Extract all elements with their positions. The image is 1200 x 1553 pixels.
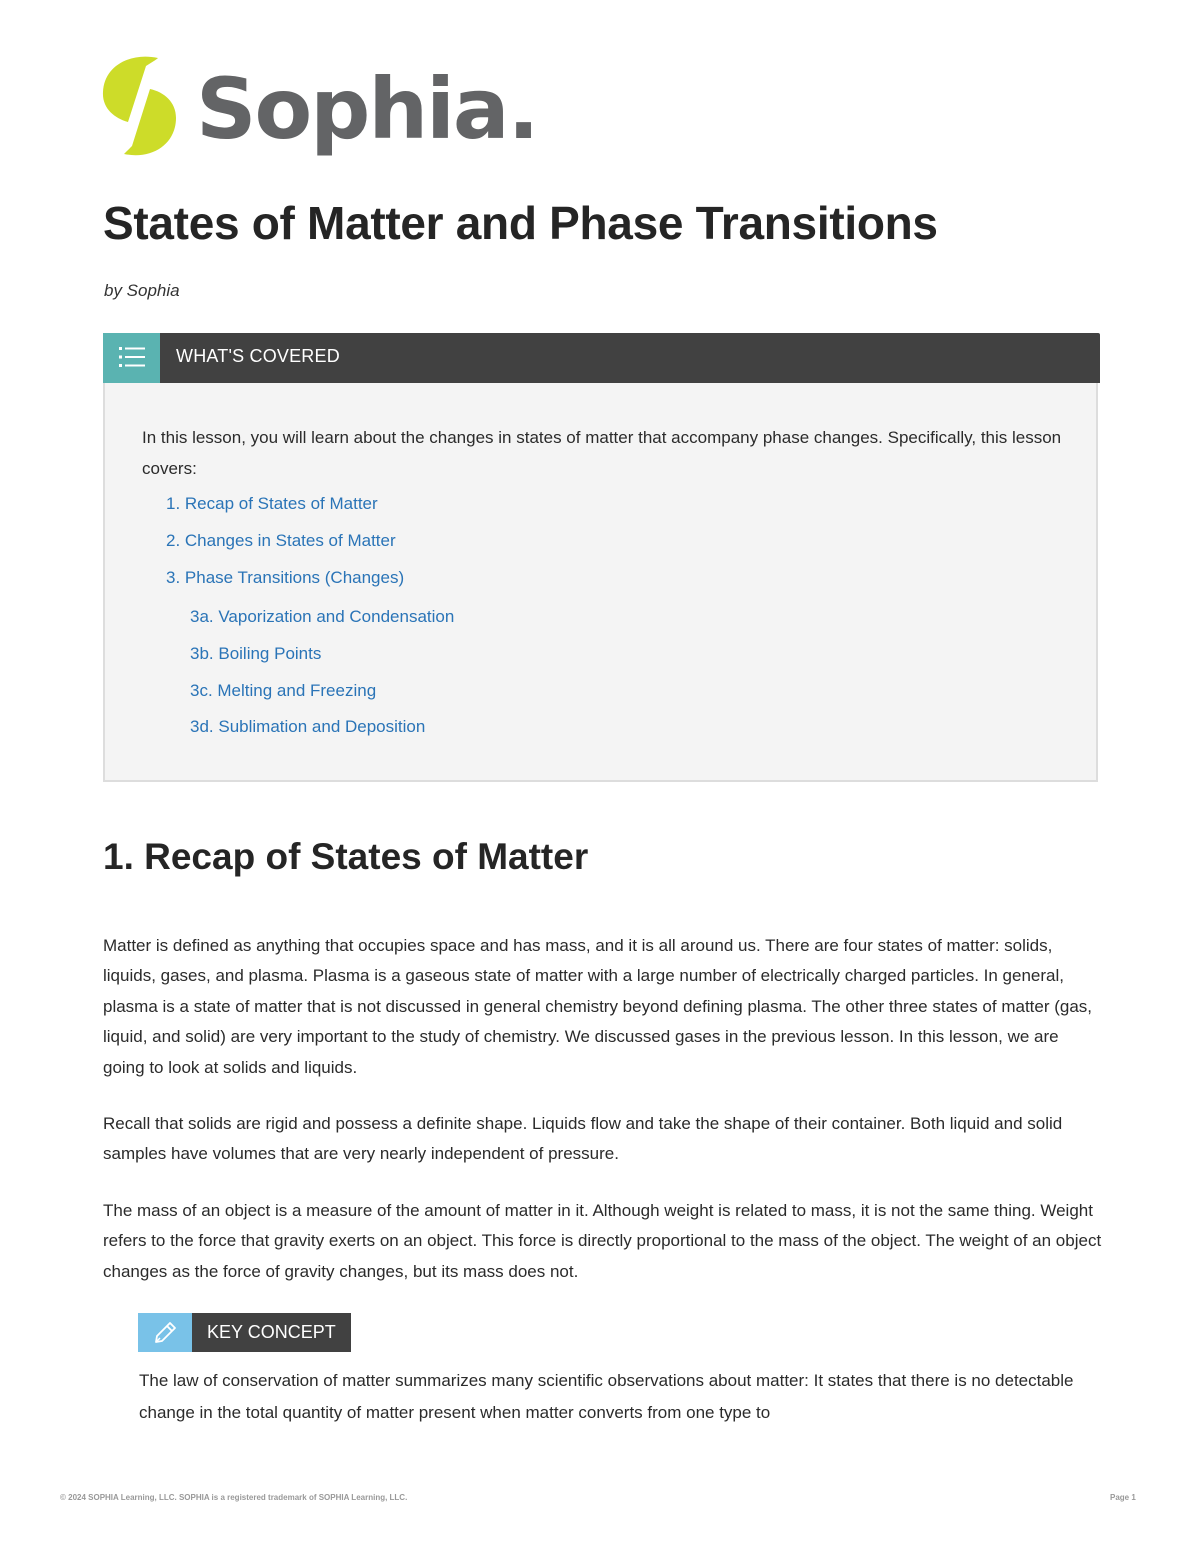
key-concept-icon-box [138,1313,192,1352]
key-concept-text: The law of conservation of matter summarizes many scientific observations about matter: It states that there is no detectable change in the total quantity of matter present when matter converts from one type to [139,1371,1074,1422]
toc-item-boiling-points[interactable]: 3b. Boiling Points [190,644,322,663]
list-icon [119,345,145,369]
paragraph: The mass of an object is a measure of the amount of matter in it. Although weight is related to mass, it is not the same thing. Weight refers to the force that gravity exerts on an object. This force is directly proportional to the mass of the object. The weight of an object changes as the force of gravity changes, but its mass does not. [103,1201,1102,1281]
byline: by Sophia [104,281,180,300]
paragraph: Recall that solids are rigid and possess a definite shape. Liquids flow and take the shape of their container. Both liquid and solid samples have volumes that are very nearly independent of pressure. [103,1114,1063,1164]
key-concept-label: KEY CONCEPT [192,1313,351,1352]
sophia-wordmark: Sophia. [196,60,538,158]
toc-item-changes-in-states-of-matter[interactable]: 2. Changes in States of Matter [166,531,396,550]
section-heading-recap: 1. Recap of States of Matter [103,836,589,877]
toc-item-melting-and-freezing[interactable]: 3c. Melting and Freezing [190,681,377,700]
whats-covered-box [103,333,1098,782]
footer-copyright: © 2024 SOPHIA Learning, LLC. SOPHIA is a registered trademark of SOPHIA Learning, LLC. [60,1493,408,1502]
whats-covered-label: WHAT'S COVERED [176,346,340,366]
toc-item-recap-of-states-of-matter[interactable]: 1. Recap of States of Matter [166,494,378,513]
toc-item-phase-transitions[interactable]: 3. Phase Transitions (Changes) [166,568,405,587]
sophia-logo-mark-icon [100,52,180,160]
toc-item-sublimation-and-deposition[interactable]: 3d. Sublimation and Deposition [190,717,426,736]
sophia-logo [100,52,538,162]
key-concept-header [138,1313,351,1352]
page-title: States of Matter and Phase Transitions [103,197,938,249]
pen-icon [153,1321,177,1345]
footer-page-number: Page 1 [1110,1493,1136,1502]
whats-covered-icon-box [103,333,160,383]
whats-covered-header [103,333,1100,383]
paragraph: Matter is defined as anything that occupies space and has mass, and it is all around us. There are four states of matter: solids, liquids, gases, and plasma. Plasma is a gaseous state of matter with a large number of electrically charged particles. In general, plasma is a state of matter that is not discussed in general chemistry beyond defining plasma. The other three states of matter (gas, liquid, and solid) are very important to the study of chemistry. We discussed gases in the previous lesson. In this lesson, we are going to look at solids and liquids. [103,936,1093,1077]
whats-covered-intro: In this lesson, you will learn about the changes in states of matter that accompany phase changes. Specifically, this lesson covers: [142,428,1062,478]
toc-item-vaporization-and-condensation[interactable]: 3a. Vaporization and Condensation [190,607,455,626]
